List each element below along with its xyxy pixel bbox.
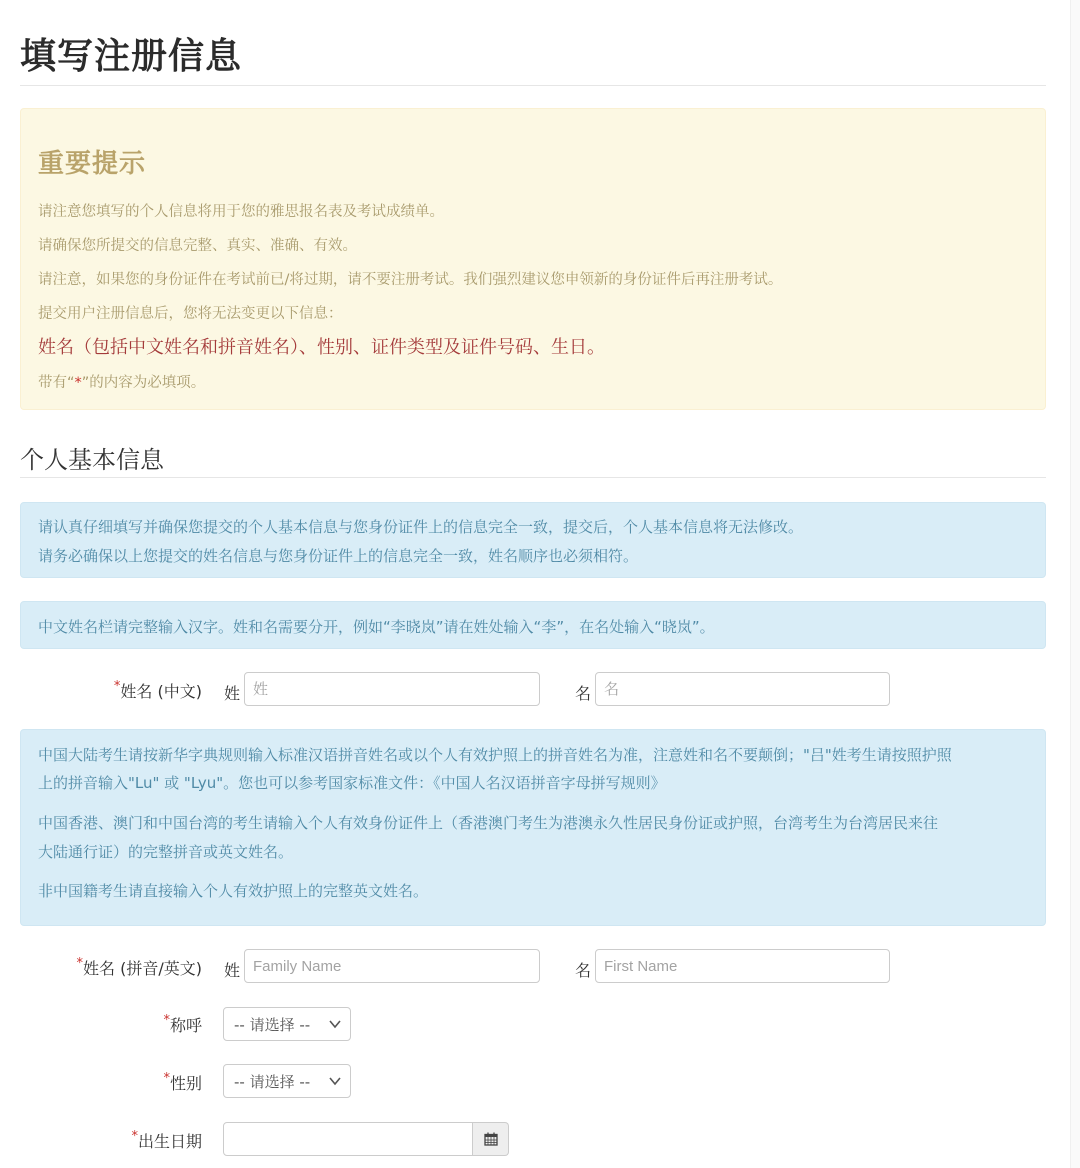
chinese-name-label <box>114 679 202 702</box>
select-value: -- 请选择 -- <box>234 1015 311 1034</box>
family-name-en-input[interactable] <box>244 949 540 983</box>
select-value: -- 请选择 -- <box>234 1072 311 1091</box>
info-line: 大陆通行证）的完整拼音或英文姓名。 <box>38 843 294 861</box>
pinyin-name-label <box>77 956 202 979</box>
required-note-suffix: ”的内容为必填项。 <box>81 375 206 391</box>
required-mark: * <box>113 679 121 694</box>
label-text: 姓名 (拼音/英文) <box>83 959 202 978</box>
gender-label <box>163 1071 202 1094</box>
notice-line: 提交用户注册信息后，您将无法变更以下信息： <box>38 306 343 322</box>
section-title-personal-info: 个人基本信息 <box>20 446 164 474</box>
salutation-select[interactable] <box>223 1007 351 1041</box>
salutation-label <box>163 1013 202 1036</box>
info-line: 上的拼音输入"Lu" 或 "Lyu"。您也可以参考国家标准文件：《中国人名汉语拼音字母拼写规则》 <box>38 774 666 792</box>
required-mark: * <box>163 1013 170 1028</box>
info-line: 中国香港、澳门和中国台湾的考生请输入个人有效身份证件上（香港澳门考生为港澳永久性居民身份证或护照，台湾考生为台湾居民来往 <box>38 814 939 832</box>
info-line: 非中国籍考生请直接输入个人有效护照上的完整英文姓名。 <box>38 882 429 900</box>
info-line: 请认真仔细填写并确保您提交的个人基本信息与您身份证件上的信息完全一致，提交后，个人基本信息将无法修改。 <box>38 518 804 536</box>
pinyin-info-box <box>20 729 1046 926</box>
calendar-icon <box>484 1132 498 1146</box>
required-mark: * <box>163 1071 170 1086</box>
label-text: 姓名 (中文) <box>120 682 202 701</box>
accuracy-info-box <box>20 502 1046 578</box>
given-name-cn-input[interactable] <box>595 672 890 706</box>
required-mark: * <box>131 1129 138 1144</box>
notice-line: 请注意您填写的个人信息将用于您的雅思报名表及考试成绩单。 <box>38 204 444 220</box>
important-notice <box>20 108 1046 410</box>
given-name-en-input[interactable] <box>595 949 890 983</box>
locked-fields-notice: 姓名（包括中文姓名和拼音姓名）、性别、证件类型及证件号码、生日。 <box>38 337 605 358</box>
family-name-cn-label: 姓 <box>224 684 241 703</box>
chevron-down-icon <box>328 1074 342 1088</box>
notice-line: 请注意，如果您的身份证件在考试前已/将过期，请不要注册考试。我们强烈建议您申领新的身份证件后再注册考试。 <box>38 272 783 288</box>
required-star: * <box>74 375 82 391</box>
required-note-prefix: 带有“ <box>38 375 75 391</box>
chinese-name-info-box <box>20 601 1046 649</box>
notice-line: 请确保您所提交的信息完整、真实、准确、有效。 <box>38 238 357 254</box>
label-text: 性别 <box>169 1074 202 1093</box>
notice-heading: 重要提示 <box>38 149 147 179</box>
label-text: 称呼 <box>169 1016 202 1035</box>
gender-select[interactable] <box>223 1064 351 1098</box>
info-line: 请务必确保以上您提交的姓名信息与您身份证件上的信息完全一致，姓名顺序也必须相符。 <box>38 547 639 565</box>
given-name-cn-label: 名 <box>575 684 592 703</box>
info-line: 中国大陆考生请按新华字典规则输入标准汉语拼音姓名或以个人有效护照上的拼音姓名为准，注意姓和名不要颠倒；"吕"姓考生请按照护照 <box>38 746 952 764</box>
label-text: 出生日期 <box>137 1132 202 1151</box>
birthdate-input[interactable] <box>223 1122 473 1156</box>
info-line: 中文姓名栏请完整输入汉字。姓和名需要分开，例如“李晓岚”请在姓处输入“李”，在名处输入“晓岚”。 <box>38 618 715 636</box>
family-name-cn-input[interactable] <box>244 672 540 706</box>
required-fields-note <box>38 371 205 392</box>
page-title: 填写注册信息 <box>20 36 243 77</box>
page-scrollbar[interactable] <box>1070 0 1080 1168</box>
required-mark: * <box>76 956 84 971</box>
chevron-down-icon <box>328 1017 342 1031</box>
given-name-en-label: 名 <box>575 961 592 980</box>
calendar-button[interactable] <box>473 1122 509 1156</box>
family-name-en-label: 姓 <box>224 961 241 980</box>
section-divider <box>20 477 1046 478</box>
birthdate-label <box>131 1129 202 1152</box>
title-divider <box>20 85 1046 86</box>
